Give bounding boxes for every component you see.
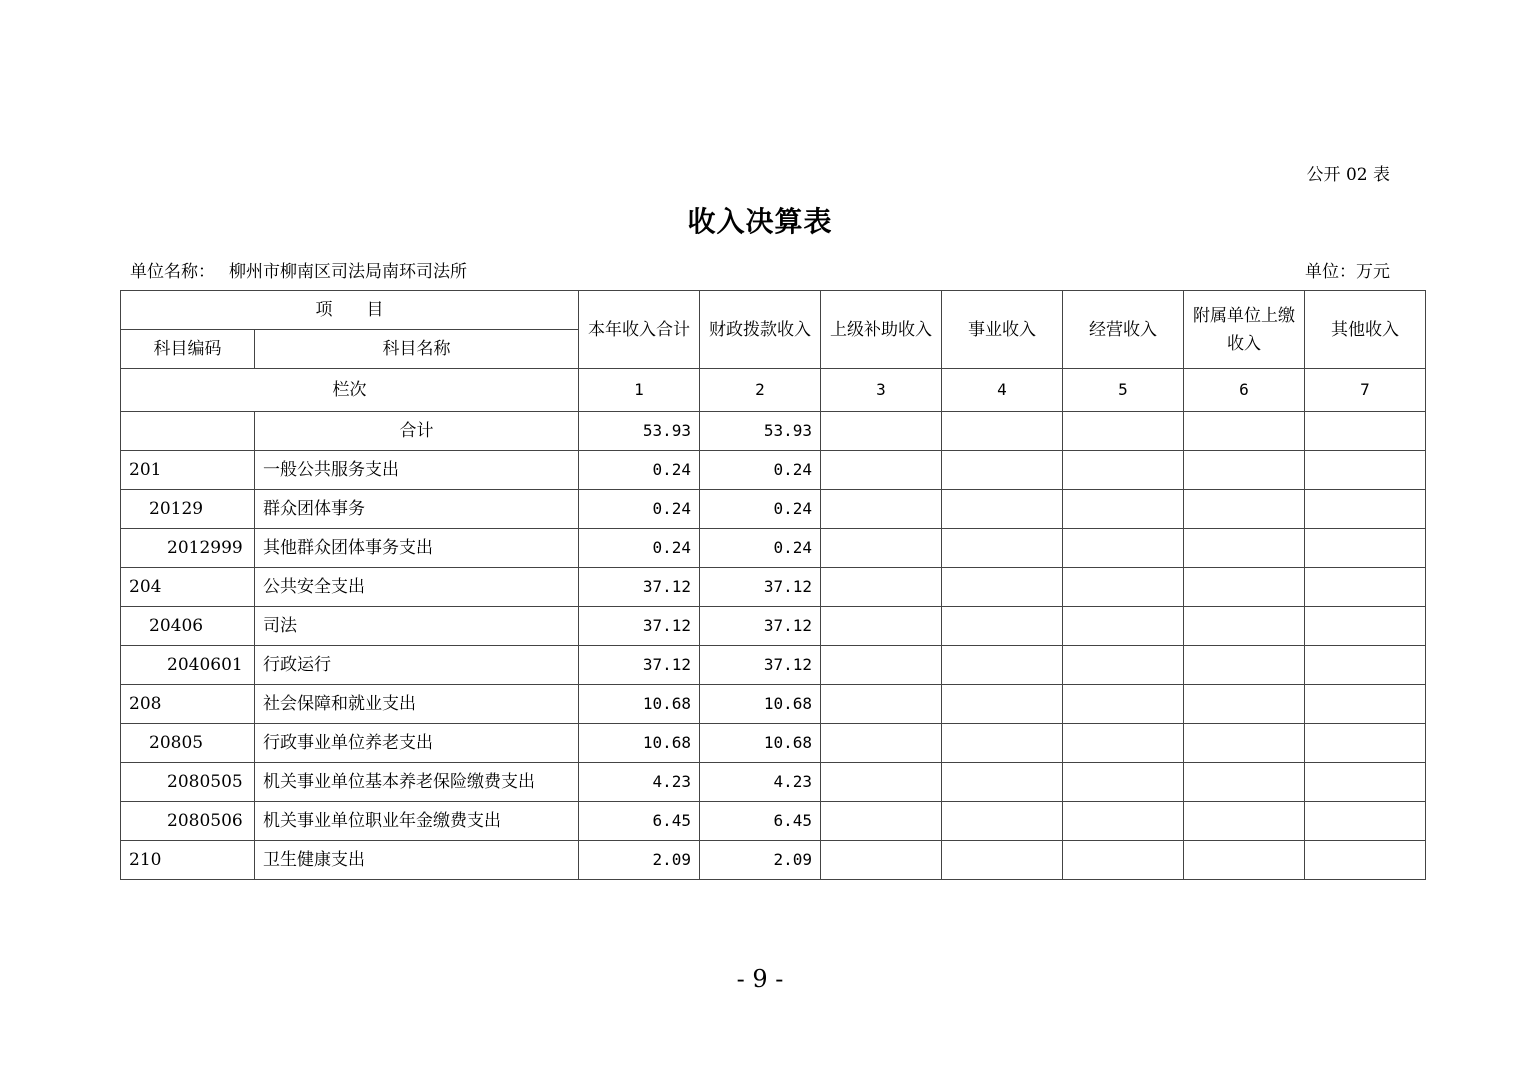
business-income-value	[942, 529, 1063, 568]
affiliated-unit-income-value	[1184, 685, 1305, 724]
total-income-value: 10.68	[579, 724, 700, 763]
total-income-value: 4.23	[579, 763, 700, 802]
operating-income-value	[1063, 802, 1184, 841]
operating-income-value	[1063, 646, 1184, 685]
column-number: 7	[1305, 369, 1426, 412]
superior-subsidy-value	[821, 802, 942, 841]
business-income-value	[942, 568, 1063, 607]
subject-name: 合计	[255, 412, 579, 451]
fiscal-appropriation-value: 0.24	[700, 490, 821, 529]
other-income-value	[1305, 724, 1426, 763]
fiscal-appropriation-value: 37.12	[700, 607, 821, 646]
subject-code: 204	[121, 568, 255, 607]
superior-subsidy-value	[821, 607, 942, 646]
other-income-value	[1305, 412, 1426, 451]
table-row	[121, 841, 1426, 880]
fiscal-appropriation-value: 6.45	[700, 802, 821, 841]
table-row	[121, 529, 1426, 568]
affiliated-unit-income-value	[1184, 529, 1305, 568]
subject-code: 20129	[121, 490, 255, 529]
fiscal-appropriation-value: 0.24	[700, 451, 821, 490]
header-total-income: 本年收入合计	[579, 291, 700, 369]
subject-code	[121, 412, 255, 451]
operating-income-value	[1063, 568, 1184, 607]
fiscal-appropriation-value: 53.93	[700, 412, 821, 451]
other-income-value	[1305, 802, 1426, 841]
subject-name: 行政事业单位养老支出	[255, 724, 579, 763]
business-income-value	[942, 802, 1063, 841]
total-income-value: 0.24	[579, 529, 700, 568]
header-subject-code: 科目编码	[121, 330, 255, 369]
table-row	[121, 802, 1426, 841]
form-number: 公开 02 表	[1306, 165, 1390, 185]
affiliated-unit-income-value	[1184, 724, 1305, 763]
superior-subsidy-value	[821, 685, 942, 724]
affiliated-unit-income-value	[1184, 646, 1305, 685]
operating-income-value	[1063, 529, 1184, 568]
total-income-value: 37.12	[579, 607, 700, 646]
header-operating-income: 经营收入	[1063, 291, 1184, 369]
other-income-value	[1305, 646, 1426, 685]
subject-name: 卫生健康支出	[255, 841, 579, 880]
total-income-value: 37.12	[579, 646, 700, 685]
total-income-value: 6.45	[579, 802, 700, 841]
operating-income-value	[1063, 451, 1184, 490]
header-fiscal-appropriation: 财政拨款收入	[700, 291, 821, 369]
operating-income-value	[1063, 724, 1184, 763]
subject-code: 20406	[121, 607, 255, 646]
subject-name: 社会保障和就业支出	[255, 685, 579, 724]
affiliated-unit-income-value	[1184, 841, 1305, 880]
affiliated-unit-income-value	[1184, 763, 1305, 802]
subject-code: 20805	[121, 724, 255, 763]
other-income-value	[1305, 841, 1426, 880]
other-income-value	[1305, 607, 1426, 646]
fiscal-appropriation-value: 37.12	[700, 568, 821, 607]
business-income-value	[942, 646, 1063, 685]
table-row	[121, 724, 1426, 763]
column-number: 4	[942, 369, 1063, 412]
business-income-value	[942, 451, 1063, 490]
superior-subsidy-value	[821, 568, 942, 607]
other-income-value	[1305, 490, 1426, 529]
header-superior-subsidy: 上级补助收入	[821, 291, 942, 369]
column-order-label: 栏次	[121, 369, 579, 412]
table-row	[121, 451, 1426, 490]
fiscal-appropriation-value: 4.23	[700, 763, 821, 802]
subject-code: 2080505	[121, 763, 255, 802]
header-item: 项 目	[121, 291, 579, 330]
subject-name: 司法	[255, 607, 579, 646]
business-income-value	[942, 607, 1063, 646]
column-number: 2	[700, 369, 821, 412]
column-number: 1	[579, 369, 700, 412]
header-affiliated-unit-income: 附属单位上缴收入	[1184, 291, 1305, 369]
superior-subsidy-value	[821, 724, 942, 763]
other-income-value	[1305, 568, 1426, 607]
fiscal-appropriation-value: 10.68	[700, 724, 821, 763]
table-row	[121, 763, 1426, 802]
table-row	[121, 685, 1426, 724]
subject-code: 2040601	[121, 646, 255, 685]
operating-income-value	[1063, 685, 1184, 724]
other-income-value	[1305, 451, 1426, 490]
subject-name: 机关事业单位基本养老保险缴费支出	[255, 763, 579, 802]
table-row	[121, 568, 1426, 607]
superior-subsidy-value	[821, 529, 942, 568]
subject-code: 201	[121, 451, 255, 490]
subject-name: 机关事业单位职业年金缴费支出	[255, 802, 579, 841]
operating-income-value	[1063, 412, 1184, 451]
total-income-value: 10.68	[579, 685, 700, 724]
column-number: 5	[1063, 369, 1184, 412]
operating-income-value	[1063, 763, 1184, 802]
business-income-value	[942, 841, 1063, 880]
superior-subsidy-value	[821, 412, 942, 451]
operating-income-value	[1063, 607, 1184, 646]
business-income-value	[942, 412, 1063, 451]
column-number: 6	[1184, 369, 1305, 412]
page-number: - 9 -	[736, 965, 784, 993]
other-income-value	[1305, 685, 1426, 724]
business-income-value	[942, 763, 1063, 802]
affiliated-unit-income-value	[1184, 412, 1305, 451]
income-table	[120, 290, 1426, 880]
table-row	[121, 490, 1426, 529]
fiscal-appropriation-value: 10.68	[700, 685, 821, 724]
business-income-value	[942, 724, 1063, 763]
subject-name: 行政运行	[255, 646, 579, 685]
unit-info	[130, 257, 467, 282]
operating-income-value	[1063, 841, 1184, 880]
superior-subsidy-value	[821, 841, 942, 880]
other-income-value	[1305, 763, 1426, 802]
table-row	[121, 412, 1426, 451]
superior-subsidy-value	[821, 646, 942, 685]
superior-subsidy-value	[821, 490, 942, 529]
total-income-value: 0.24	[579, 451, 700, 490]
document-title: 收入决算表	[687, 205, 833, 238]
header-subject-name: 科目名称	[255, 330, 579, 369]
total-income-value: 53.93	[579, 412, 700, 451]
column-number: 3	[821, 369, 942, 412]
superior-subsidy-value	[821, 763, 942, 802]
total-income-value: 2.09	[579, 841, 700, 880]
affiliated-unit-income-value	[1184, 568, 1305, 607]
table-row	[121, 607, 1426, 646]
table-row	[121, 646, 1426, 685]
affiliated-unit-income-value	[1184, 490, 1305, 529]
other-income-value	[1305, 529, 1426, 568]
subject-name: 群众团体事务	[255, 490, 579, 529]
affiliated-unit-income-value	[1184, 607, 1305, 646]
subject-code: 210	[121, 841, 255, 880]
superior-subsidy-value	[821, 451, 942, 490]
subject-name: 其他群众团体事务支出	[255, 529, 579, 568]
header-other-income: 其他收入	[1305, 291, 1426, 369]
total-income-value: 0.24	[579, 490, 700, 529]
fiscal-appropriation-value: 2.09	[700, 841, 821, 880]
fiscal-appropriation-value: 0.24	[700, 529, 821, 568]
subject-name: 一般公共服务支出	[255, 451, 579, 490]
subject-code: 208	[121, 685, 255, 724]
affiliated-unit-income-value	[1184, 802, 1305, 841]
subject-code: 2080506	[121, 802, 255, 841]
operating-income-value	[1063, 490, 1184, 529]
subject-name: 公共安全支出	[255, 568, 579, 607]
header-business-income: 事业收入	[942, 291, 1063, 369]
affiliated-unit-income-value	[1184, 451, 1305, 490]
unit-name: 柳州市柳南区司法局南环司法所	[229, 262, 467, 282]
fiscal-appropriation-value: 37.12	[700, 646, 821, 685]
business-income-value	[942, 490, 1063, 529]
total-income-value: 37.12	[579, 568, 700, 607]
subject-code: 2012999	[121, 529, 255, 568]
business-income-value	[942, 685, 1063, 724]
unit-label: 单位名称：	[130, 262, 215, 282]
measure-unit: 单位：万元	[1305, 262, 1390, 282]
